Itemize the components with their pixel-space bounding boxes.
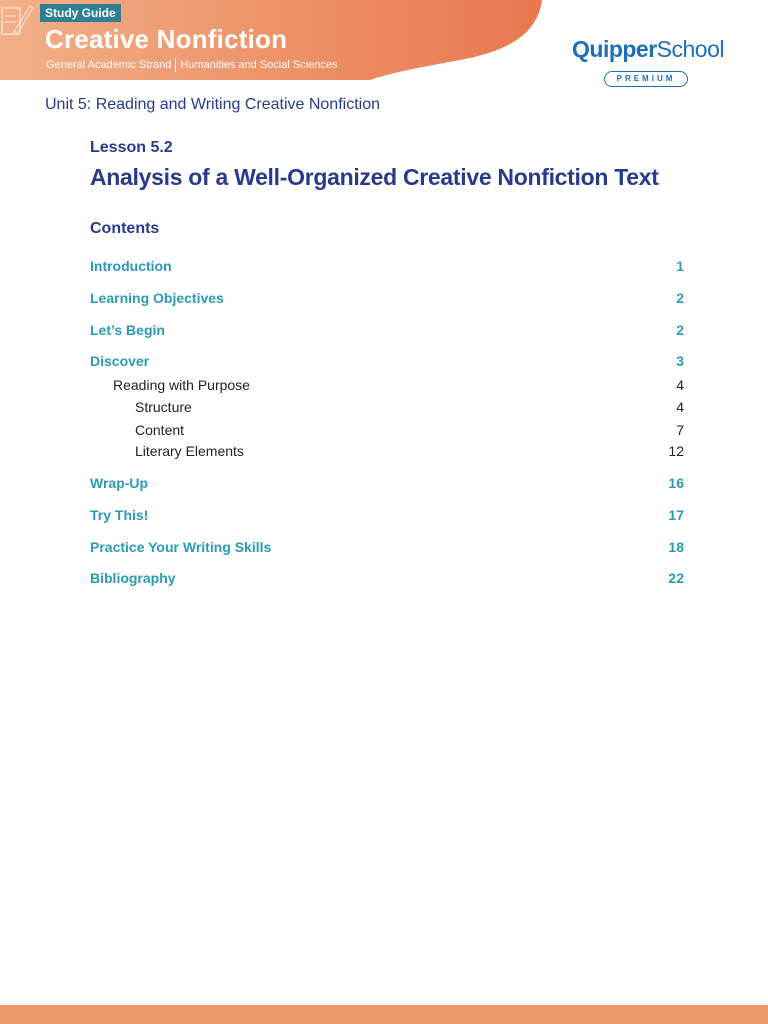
- toc-entry-bibliography[interactable]: [90, 570, 684, 590]
- toc-entry-discover[interactable]: [90, 353, 684, 373]
- toc-entry-page: 22: [668, 570, 684, 586]
- toc-entry-label: Practice Your Writing Skills: [90, 539, 272, 555]
- footer-band: [0, 1005, 768, 1024]
- toc-entry-label: Let’s Begin: [90, 322, 165, 338]
- unit-title: Unit 5: Reading and Writing Creative Nonfiction: [45, 96, 380, 113]
- toc-entry-content[interactable]: [90, 422, 684, 442]
- toc-entry-label: Literary Elements: [135, 443, 244, 459]
- toc-entry-label: Reading with Purpose: [113, 377, 250, 393]
- toc-entry-page: 4: [676, 399, 684, 415]
- toc-entry-page: 16: [668, 475, 684, 491]
- toc-entry-label: Introduction: [90, 258, 172, 274]
- premium-badge: PREMIUM: [604, 71, 688, 87]
- lesson-number: Lesson 5.2: [90, 139, 173, 156]
- toc-entry-label: Try This!: [90, 507, 149, 523]
- toc-entry-page: 17: [668, 507, 684, 523]
- toc-entry-lets-begin[interactable]: [90, 322, 684, 342]
- toc-entry-label: Wrap-Up: [90, 475, 149, 491]
- toc-entry-page: 1: [676, 258, 684, 274]
- toc-entry-try-this[interactable]: [90, 507, 684, 527]
- toc-entry-structure[interactable]: [90, 399, 684, 419]
- logo-wordmark: QuipperSchool: [572, 36, 724, 62]
- strand-label: General Academic Strand: [46, 59, 172, 71]
- toc-entry-page: 4: [676, 377, 684, 393]
- toc-entry-label: Discover: [90, 353, 150, 369]
- strand-divider: [175, 58, 176, 72]
- toc-entry-practice-writing-skills[interactable]: [90, 539, 684, 559]
- track-label: Humanities and Social Sciences: [180, 59, 338, 71]
- toc-entry-label: Learning Objectives: [90, 290, 224, 306]
- toc-entry-introduction[interactable]: [90, 258, 684, 278]
- strand-line: [46, 58, 338, 72]
- study-guide-badge: Study Guide: [40, 4, 121, 22]
- toc-entry-learning-objectives[interactable]: [90, 290, 684, 310]
- contents-heading: Contents: [90, 220, 160, 237]
- toc-entry-label: Bibliography: [90, 570, 176, 586]
- toc-entry-reading-with-purpose[interactable]: [90, 377, 684, 397]
- subject-title: Creative Nonfiction: [45, 24, 288, 54]
- toc-entry-label: Content: [135, 422, 185, 438]
- toc-entry-literary-elements[interactable]: [90, 443, 684, 463]
- toc-entry-page: 3: [676, 353, 684, 369]
- toc-entry-page: 7: [676, 422, 684, 438]
- pen-paper-icon: [0, 0, 34, 50]
- lesson-title: Analysis of a Well-Organized Creative Nonfiction Text: [90, 164, 659, 190]
- toc-entry-page: 2: [676, 322, 684, 338]
- toc-entry-page: 2: [676, 290, 684, 306]
- toc-entry-wrap-up[interactable]: [90, 475, 684, 495]
- quipper-school-logo: [572, 36, 724, 90]
- toc-entry-page: 12: [668, 443, 684, 459]
- toc-entry-page: 18: [668, 539, 684, 555]
- toc-entry-label: Structure: [135, 399, 192, 415]
